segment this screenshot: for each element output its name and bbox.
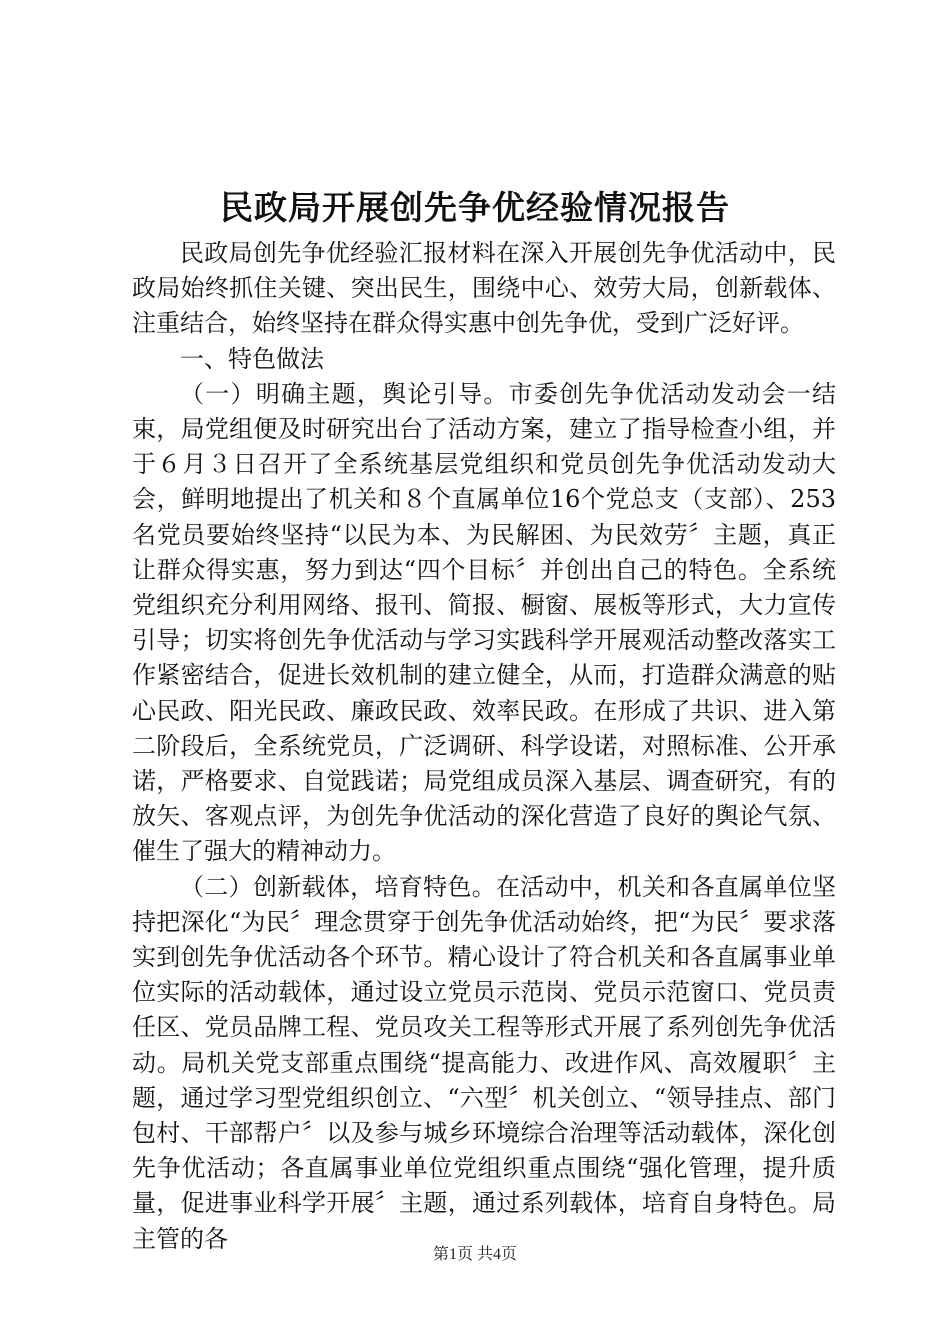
page-number-footer: 第1页 共4页 xyxy=(432,1246,517,1263)
document-title: 民政局开展创先争优经验情况报告 xyxy=(220,188,730,227)
document-body xyxy=(132,236,836,1257)
section-heading: 一、特色做法 xyxy=(180,344,324,373)
intro-paragraph: 民政局创先争优经验汇报材料在深入开展创先争优活动中，民政局始终抓住关键、突出民生，围绕中心、效劳大局，创新载体、注重结合，始终坚持在群众得实惠中创先争优，受到广泛好评。 xyxy=(132,239,836,338)
paragraph-innovation-carrier: （二）创新载体，培育特色。在活动中，机关和各直属单位坚持把深化“为民〞理念贯穿于创先争优活动始终，把“为民〞要求落实到创先争优活动各个环节。精心设计了符合机关和各直属事业单位实际的活动载体，通过设立党员示范岗、党员示范窗口、党员责任区、党员品牌工程、党员攻关工程等形式开展了系列创先争优活动。局机关党支部重点围绕“提高能力、改进作风、高效履职〞主题，通过学习型党组织创立、“六型〞机关创立、“领导挂点、部门包村、干部帮户〞以及参与城乡环境综合治理等活动载体，深化创先争优活动；各直属事业单位党组织重点围绕“强化管理，提升质量，促进事业科学开展〞主题，通过系列载体，培育自身特色。局主管的各 xyxy=(132,872,836,1253)
paragraph-theme-guidance: （一）明确主题，舆论引导。市委创先争优活动发动会一结束，局党组便及时研究出台了活动方案，建立了指导检查小组，并于６月３日召开了全系统基层党组织和党员创先争优活动发动大会，鲜明地提出了机关和８个直属单位16个党总支（支部）、253名党员要始终坚持“以民为本、为民解困、为民效劳〞主题，真正让群众得实惠，努力到达“四个目标〞并创出自己的特色。全系统党组织充分利用网络、报刊、简报、橱窗、展板等形式，大力宣传引导；切实将创先争优活动与学习实践科学开展观活动整改落实工作紧密结合，促进长效机制的建立健全，从而，打造群众满意的贴心民政、阳光民政、廉政民政、效率民政。在形成了共识、进入第二阶段后，全系统党员，广泛调研、科学设诺，对照标准、公开承诺，严格要求、自觉践诺；局党组成员深入基层、调查研究，有的放矢、客观点评，为创先争优活动的深化营造了良好的舆论气氛、催生了强大的精神动力。 xyxy=(132,379,836,866)
